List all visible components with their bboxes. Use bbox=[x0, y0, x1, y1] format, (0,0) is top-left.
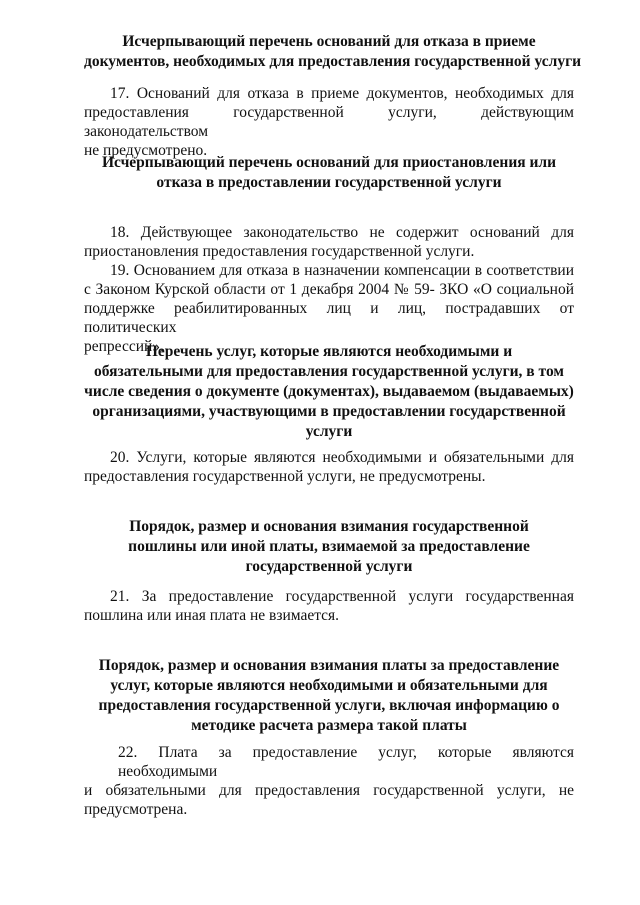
paragraph-line: пошлина или иная плата не взимается. bbox=[84, 607, 340, 624]
paragraph-18 bbox=[84, 223, 574, 261]
heading-line: числе сведения о документе (документах), выдаваемом (выдаваемых) bbox=[84, 383, 574, 400]
paragraph-line: предоставления государственной услуги, действующим законодательством bbox=[84, 104, 574, 140]
paragraph-line: предоставления государственной услуги, не предусмотрены. bbox=[84, 468, 486, 485]
paragraph-line: 17. Оснований для отказа в приеме документов, необходимых для bbox=[110, 85, 574, 102]
heading-line: государственной услуги bbox=[245, 558, 413, 575]
heading-line: услуги bbox=[305, 423, 353, 440]
paragraph-line: с Законом Курской области от 1 декабря 2004 № 59- ЗКО «О социальной bbox=[84, 281, 574, 298]
heading-line: методике расчета размера такой платы bbox=[191, 717, 467, 734]
paragraph-line: 19. Основанием для отказа в назначении компенсации в соответствии bbox=[110, 262, 574, 279]
paragraph-line: 20. Услуги, которые являются необходимыми и обязательными для bbox=[110, 449, 574, 466]
section-heading bbox=[84, 656, 574, 736]
paragraph-line: приостановления предоставления государственной услуги. bbox=[84, 243, 475, 260]
section-heading bbox=[84, 517, 574, 577]
section-heading bbox=[84, 32, 582, 72]
heading-line: Перечень услуг, которые являются необходимыми и bbox=[145, 343, 513, 360]
heading-line: Исчерпывающий перечень оснований для приостановления или bbox=[101, 154, 557, 171]
paragraph-22 bbox=[84, 743, 574, 819]
paragraph-line: репрессий». bbox=[84, 338, 164, 355]
heading-line: пошлины или иной платы, взимаемой за предоставление bbox=[128, 538, 530, 555]
heading-line: документов, необходимых для предоставления государственной услуги bbox=[84, 53, 582, 70]
paragraph-line: 21. За предоставление государственной услуги государственная bbox=[110, 588, 574, 605]
paragraph-line: предусмотрена. bbox=[84, 801, 188, 818]
section-heading bbox=[84, 342, 574, 442]
section-heading bbox=[84, 153, 574, 193]
paragraph-17 bbox=[84, 84, 574, 160]
paragraph-20 bbox=[84, 448, 574, 486]
paragraph-line: 18. Действующее законодательство не содержит оснований для bbox=[110, 224, 574, 241]
heading-line: обязательными для предоставления государственной услуги, в том bbox=[94, 363, 564, 380]
paragraph-21 bbox=[84, 587, 574, 625]
heading-line: предоставления государственной услуги, включая информацию о bbox=[98, 697, 560, 714]
paragraph-line: не предусмотрено. bbox=[84, 142, 208, 159]
heading-line: организациями, участвующими в предоставлении государственной bbox=[92, 403, 566, 420]
paragraph-line: 22. Плата за предоставление услуг, которые являются необходимыми bbox=[118, 744, 574, 780]
heading-line: отказа в предоставлении государственной услуги bbox=[156, 174, 502, 191]
paragraph-line: поддержке реабилитированных лиц и лиц, пострадавших от политических bbox=[84, 300, 574, 336]
heading-line: услуг, которые являются необходимыми и обязательными для bbox=[110, 677, 548, 694]
heading-line: Порядок, размер и основания взимания государственной bbox=[129, 518, 529, 535]
paragraph-line: и обязательными для предоставления государственной услуги, не bbox=[84, 782, 574, 799]
heading-line: Исчерпывающий перечень оснований для отказа в приеме bbox=[122, 33, 536, 50]
heading-line: Порядок, размер и основания взимания платы за предоставление bbox=[98, 657, 560, 674]
